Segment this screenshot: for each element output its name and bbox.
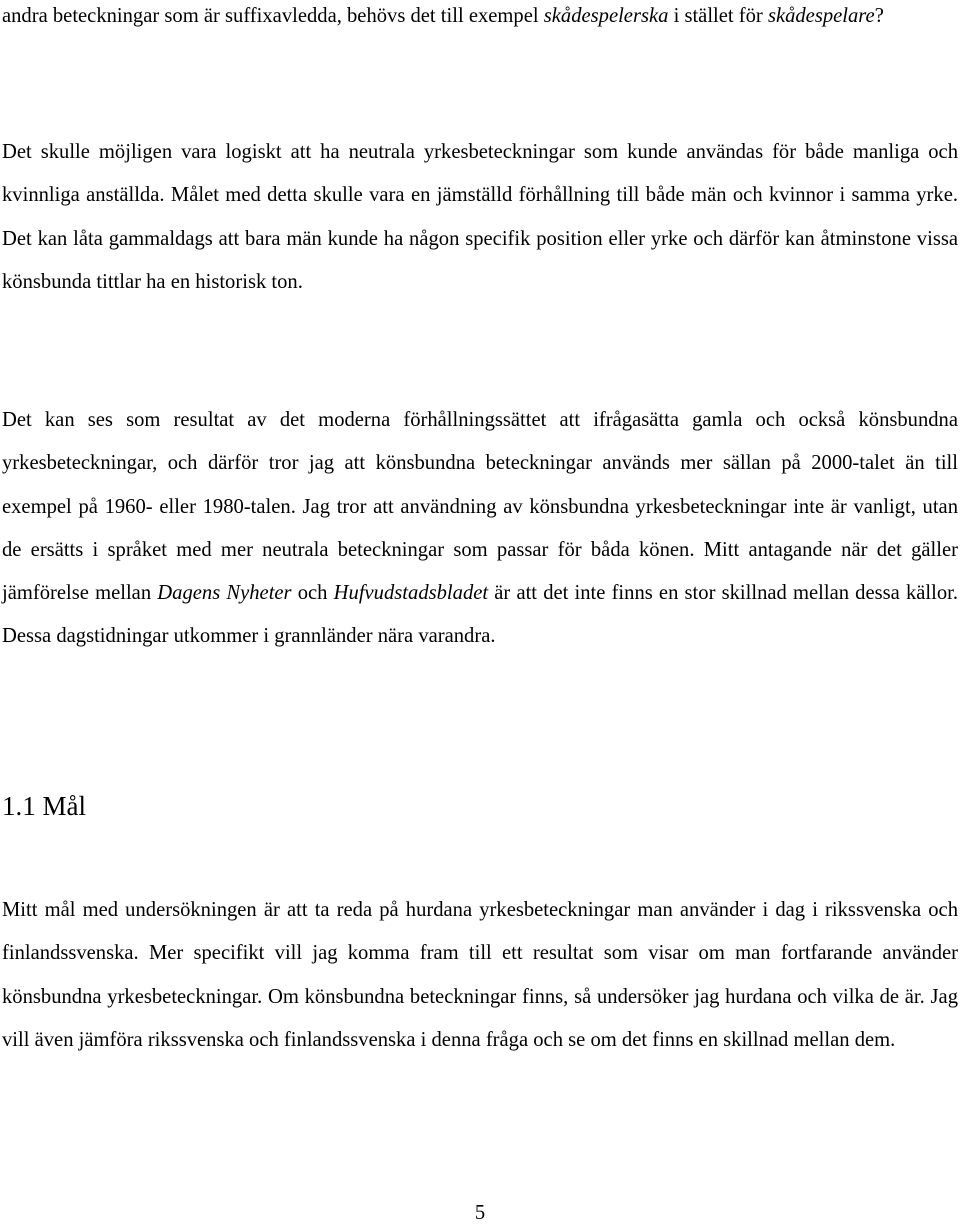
text-segment: och [291,582,334,605]
text-segment: ? [874,5,884,27]
paragraph-neutral-titles [2,131,958,304]
text-segment: i stället för [668,5,768,27]
newspaper-title: Hufvudstadsbladet [333,582,489,605]
text-segment: är att det inte finns en stor skillnad mellan dessa källor. Dessa dagstidningar utkommer i grannländer nära varandra. [2,582,958,648]
page-number: 5 [474,1202,486,1224]
paragraph-intro [2,0,958,38]
section-heading: 1.1 Mål [2,791,86,821]
text-segment: andra beteckningar som är suffixavledda, behövs det till exempel [2,5,544,27]
text-segment: Det kan ses som resultat av det moderna förhållningssättet att ifrågasätta gamla och också könsbundna yrkesbeteckningar, och därför tror jag att könsbundna beteckningar används mer sällan på 2000-talet än till exempel på 1960- eller 1980-talen. Jag tror att användning av könsbundna yrkesbeteckningar inte är vanligt, utan de ersätts i språket med mer neutrala beteckningar som passar för båda könen. Mitt antagande när det gäller jämförelse mellan [2,409,958,605]
italic-term: skådespelare [767,5,875,27]
paragraph-aim: Mitt mål med undersökningen är att ta reda på hurdana yrkesbeteckningar man använder i dag i rikssvenska och finlandssvenska. Mer specifikt vill jag komma fram till ett resultat som visar om man fortfarande använder könsbundna yrkesbeteckningar. Om könsbundna beteckningar finns, så undersöker jag hurdana och vilka de är. Jag vill även jämföra rikssvenska och finlandssvenska i denna fråga och se om det finns en skillnad mellan dem. [2,899,958,1051]
italic-term: skådespelerska [543,5,669,27]
paragraph-hypothesis [2,399,958,659]
newspaper-title: Dagens Nyheter [157,582,292,605]
text-segment: Det skulle möjligen vara logiskt att ha neutrala yrkesbeteckningar som kunde användas för både manliga och kvinnliga anställda. Målet med detta skulle vara en jämställd förhållning till både män och kvinnor i samma yrke. Det kan låta gammaldags att bara män kunde ha någon specifik position eller yrke och därför kan åtminstone vissa könsbunda tittlar ha en historisk ton. [2,141,958,293]
